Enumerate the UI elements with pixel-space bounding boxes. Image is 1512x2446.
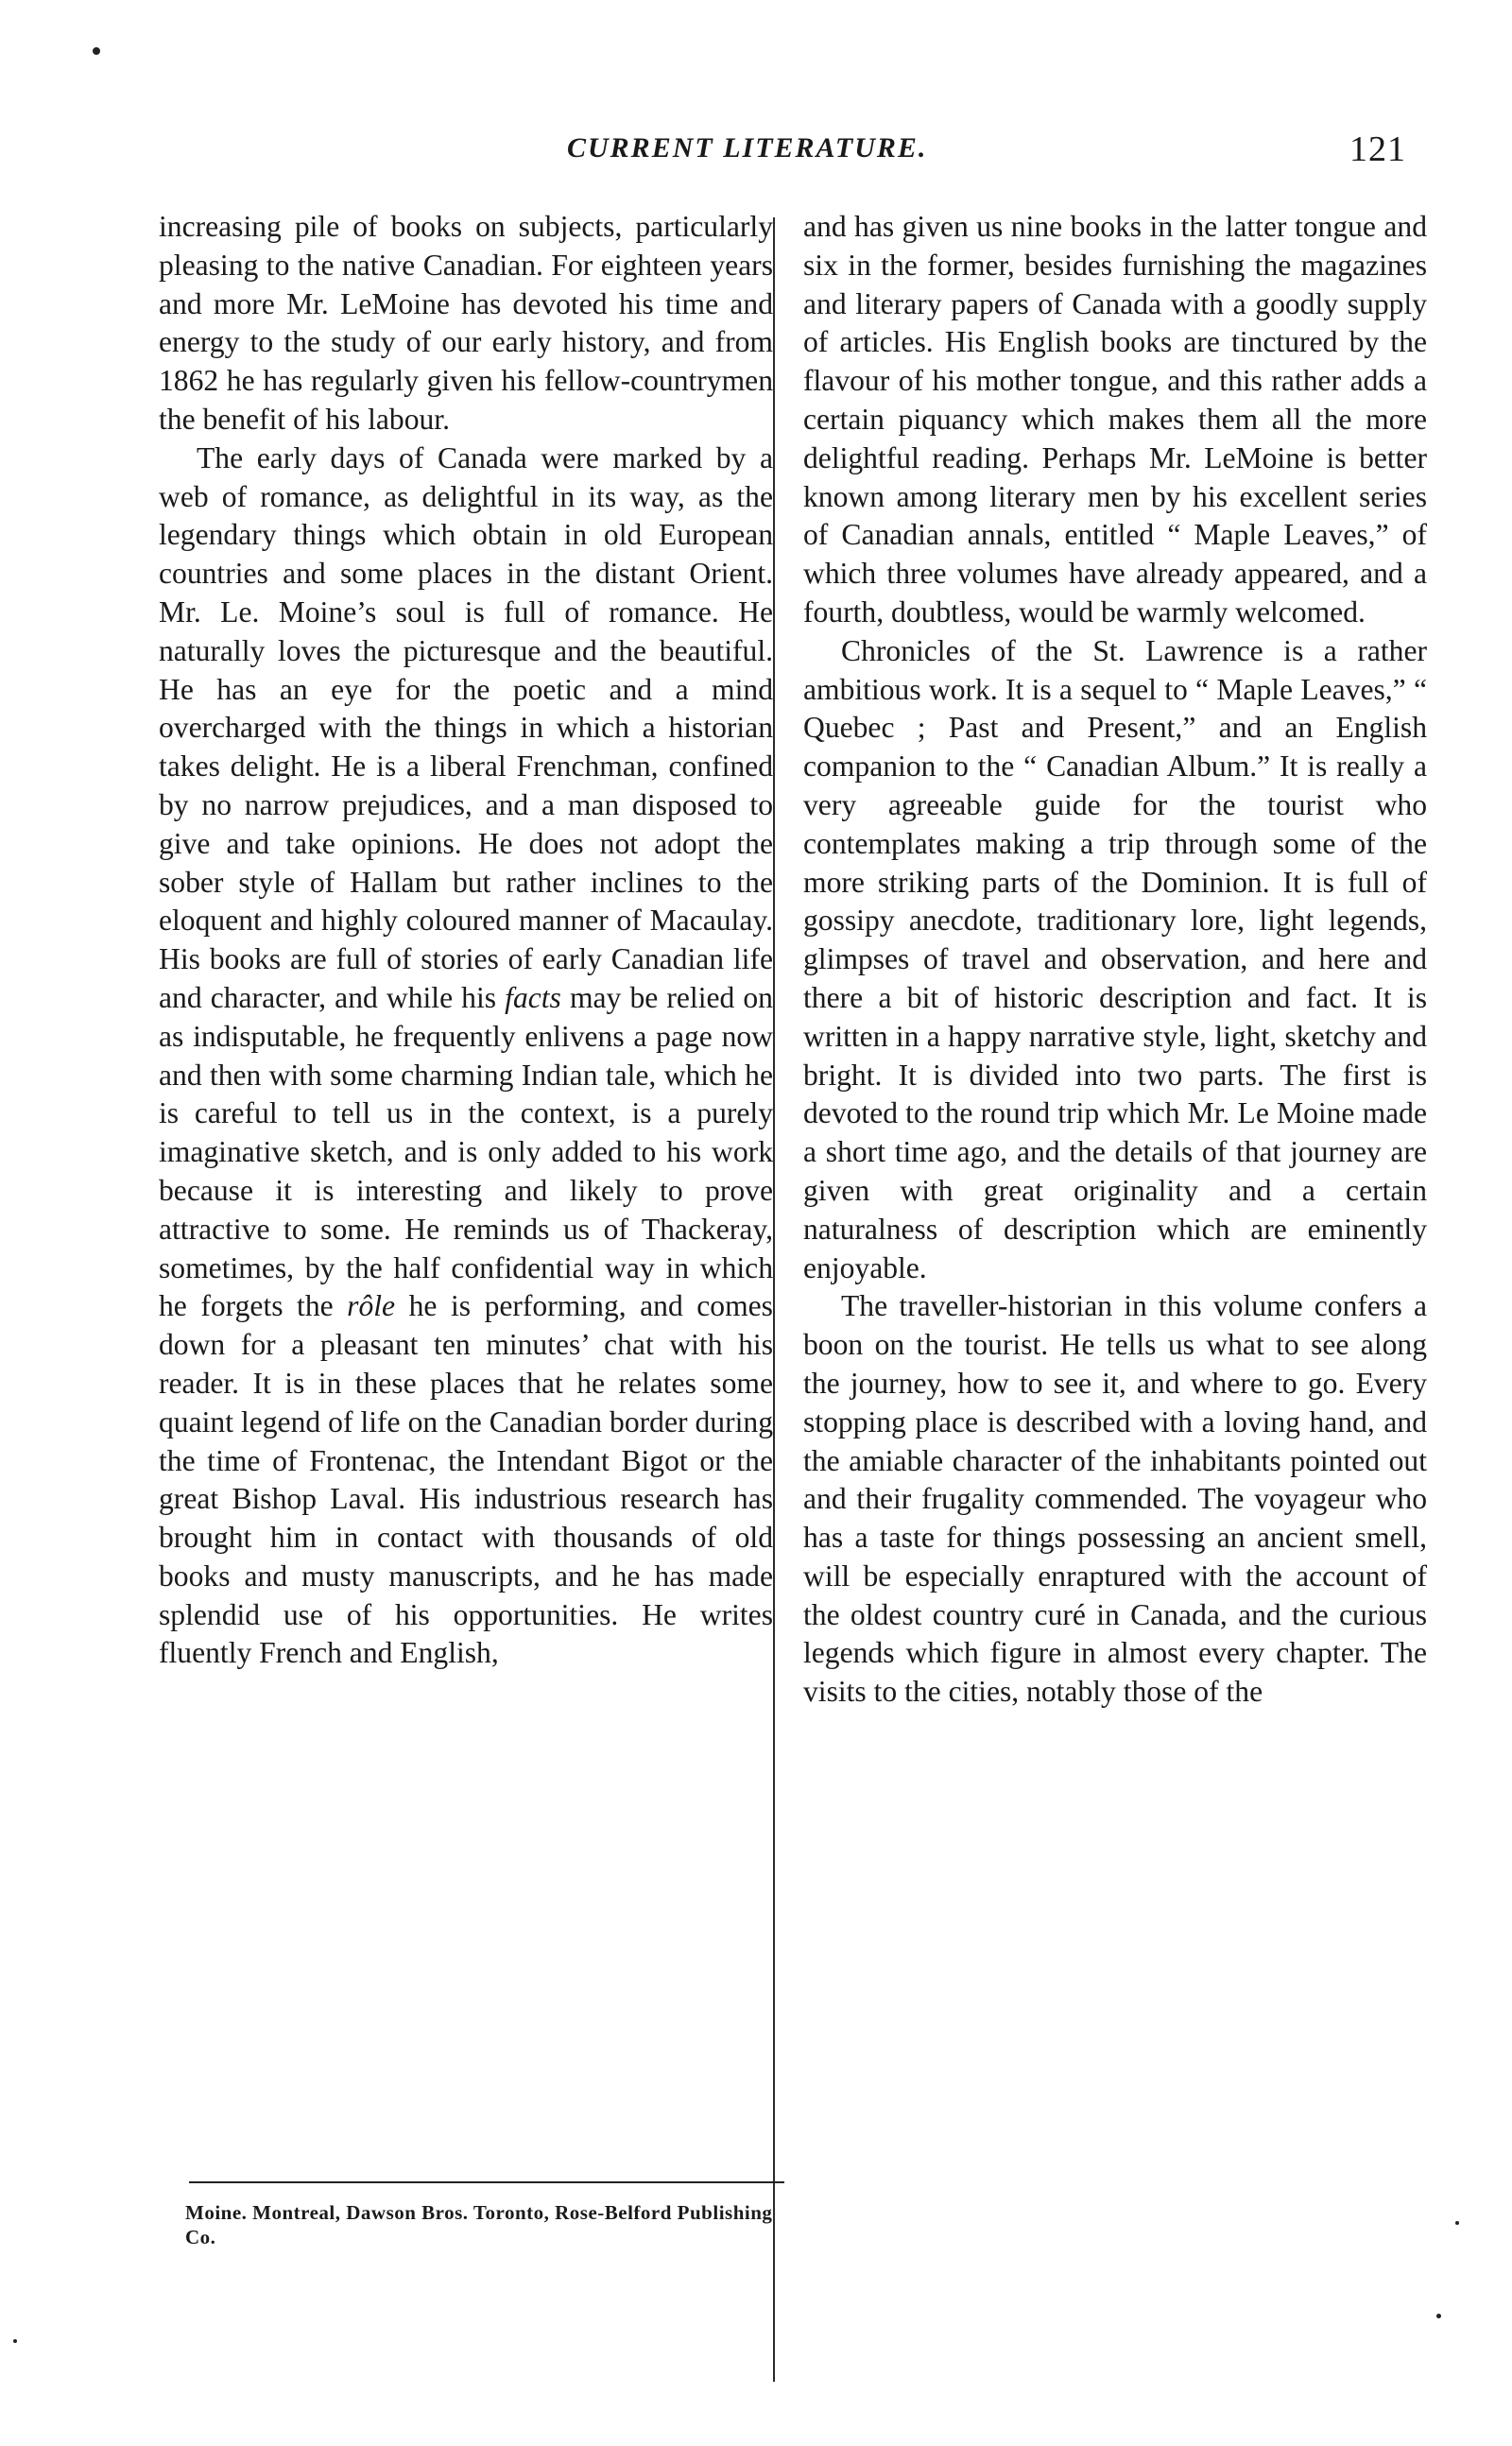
text-run: he is performing, and comes down for a pleasant ten minutes’ chat with his reader. It is in these places that he relates some quaint legend of life on the Canadian border during the time of Frontenac, the Intendant Bigot or the great Bishop Laval. His industrious research has brought him in contact with thousands of old books and musty manuscripts, and he has made splendid use of his opportunities. He writes fluently French and English, bbox=[159, 1289, 773, 1670]
running-title: CURRENT LITERATURE. bbox=[567, 132, 928, 164]
paragraph-traveller: The traveller-historian in this volume confers a boon on the tourist. He tells us what to see along the journey, how to see it, and where to go. Every stopping place is described with a loving hand, and the amiable character of the inhabitants pointed out and their frugality commended. The voyageur who has a taste for things possessing an ancient smell, will be especially enraptured with the account of the oldest country curé in Canada, and the curious legends which figure in almost every chapter. The visits to the cities, notably those of the bbox=[803, 1289, 1427, 1709]
ink-speck bbox=[1436, 2314, 1441, 2318]
ink-speck bbox=[1455, 2221, 1459, 2225]
column-divider bbox=[773, 217, 775, 2382]
ink-speck bbox=[93, 47, 100, 55]
ink-speck bbox=[13, 2339, 17, 2343]
text-run: The early days of Canada were marked by a web of romance, as delightful in its way, as the legendary things which obtain in old European countries and some places in the distant Orient. Mr. Le. Moine’s soul is full of romance. He naturally loves the picturesque and the beautiful. He has an eye for the poetic and a mind overcharged with the things in which a historian takes delight. He is a liberal Frenchman, confined by no narrow prejudices, and a man disposed to give and take opinions. He does not adopt the sober style of Hallam but rather inclines to the eloquent and highly coloured manner of Macaulay. His books are full of stories of early Canadian life and character, and while his bbox=[159, 440, 773, 1014]
paragraph-chronicles: Chronicles of the St. Lawrence is a rather ambitious work. It is a sequel to “ Maple Leaves,” “ Quebec ; Past and Present,” and an English companion to the “ Canadian Album.” It is really a very agreeable guide for the tourist who contemplates making a trip through some of the more striking parts of the Dominion. It is full of gossipy anecdote, traditionary lore, light legends, glimpses of travel and observation, and here and there a bit of historic description and fact. It is written in a happy narrative style, light, sketchy and bright. It is divided into two parts. The first is devoted to the round trip which Mr. Le Moine made a short time ago, and the details of that journey are given with great originality and a certain naturalness of description which are eminently enjoyable. bbox=[803, 633, 1427, 1284]
page-number: 121 bbox=[1349, 129, 1406, 169]
text-run: may be relied on as indisputable, he frequently enlivens a page now and then with some charming Indian tale, which he is careful to tell us in the context, is a purely imaginative sketch, and is only added to his work because it is interesting and likely to prove attractive to some. He reminds us of Thackeray, sometimes, by the half confidential way in which he forgets the bbox=[159, 980, 773, 1323]
italic-role: rôle bbox=[347, 1289, 396, 1323]
paragraph-early-days bbox=[159, 439, 773, 1674]
paragraph-continued: increasing pile of books on subjects, particularly pleasing to the native Canadian. For eighteen years and more Mr. LeMoine has devoted his time and energy to the study of our early history, and from 1862 he has regularly given his fellow-countrymen the benefit of his labour. bbox=[159, 210, 773, 436]
paragraph-books: and has given us nine books in the latter tongue and six in the former, besides furnishing the magazines and literary papers of Canada with a goodly supply of articles. His English books are tinctured by the flavour of his mother tongue, and this rather adds a certain piquancy which makes them all the more delightful reading. Perhaps Mr. LeMoine is better known among literary men by his excellent series of Canadian annals, entitled “ Maple Leaves,” of which three volumes have already appeared, and a fourth, doubtless, would be warmly welcomed. bbox=[803, 210, 1427, 629]
footnote-rule bbox=[189, 2181, 784, 2183]
right-column bbox=[803, 208, 1427, 1712]
left-column bbox=[159, 208, 773, 1673]
footnote: Moine. Montreal, Dawson Bros. Toronto, Rose-Belford Publishing Co. bbox=[185, 2201, 773, 2248]
italic-facts: facts bbox=[505, 980, 561, 1014]
